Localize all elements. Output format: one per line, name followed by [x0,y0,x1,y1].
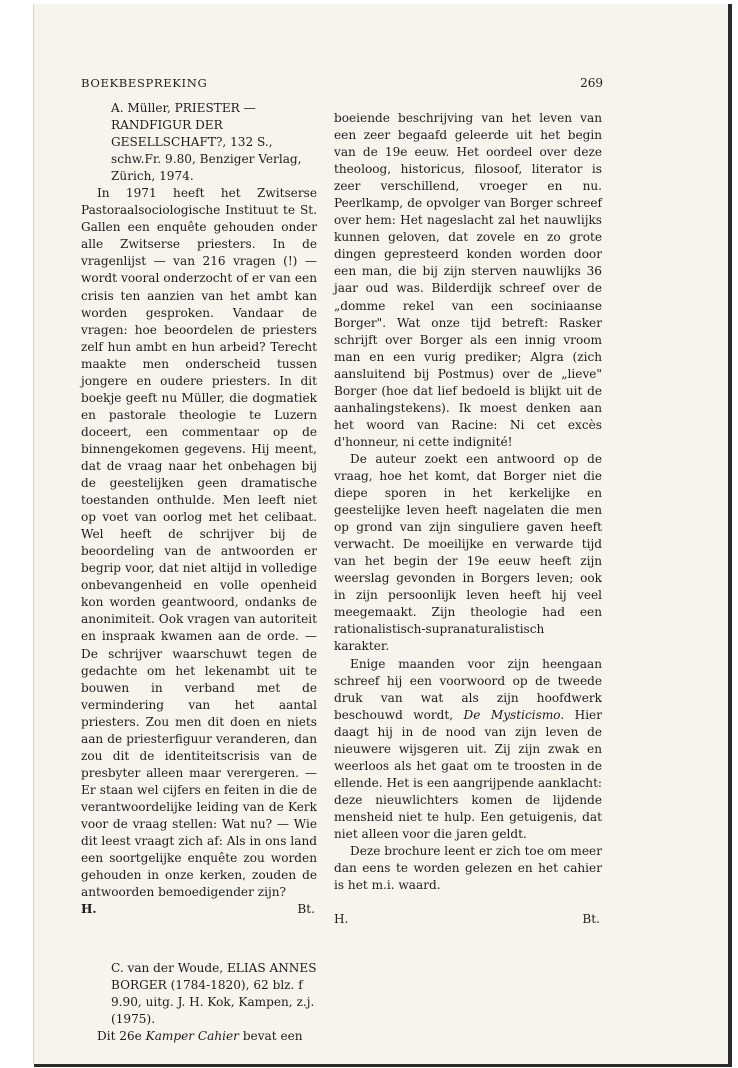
review-2-signature-initial: H. [334,912,349,927]
review-2-series-title: Kamper Cahier [145,1029,239,1044]
review-2-paragraph-4: Deze brochure leent er zich toe om meer dan eens te worden gelezen en het cahier is het m.i. waard. [334,844,602,893]
review-2-intro [81,1028,317,1045]
page-shadow-bottom [34,1064,732,1067]
review-2-work-title: De Mysticismo. [463,707,565,722]
page-edge [33,4,34,1064]
review-1-book-reference: A. Müller, PRIESTER — RANDFIGUR DER GESELLSCHAFT?, 132 S., schw.Fr. 9.80, Benziger Verlag, Zürich, 1974. [111,101,302,184]
review-2-intro-text-end: bevat een [238,1029,303,1044]
review-2-paragraph-3-text-end: Hier daagt hij in de nood van zijn leven de nieuwere wijsgeren uit. Zij zijn zwak en weerloos als het gaat om te troosten in de ellende. Het is een aangrijpende aanklacht: deze nieuwlichters komen de lijdende mensheid niet te hulp. Een getuigenis, dat niet alleen voor die jaren geldt. [334,707,602,841]
page-shadow-right [728,4,732,1064]
left-column [81,100,317,1045]
review-2-intro-text: Dit 26e [97,1029,146,1044]
page-number: 269 [580,76,603,90]
running-head: BOEKBESPREKING [81,76,208,90]
right-column [334,110,602,928]
review-2-paragraph-3 [334,656,602,844]
review-2-signature [334,911,602,928]
review-1-body: In 1971 heeft het Zwitserse Pastoraalsociologische Instituut te St. Gallen een enquête gehouden onder alle Zwitserse priesters. In de vragenlijst — van 216 vragen (!) — wordt vooral onderzocht of er van een crisis ten aanzien van het ambt kan worden gesproken. Vandaar de vragen: hoe beoordelen de priesters zelf hun ambt en hun arbeid? Terecht maakte men onderscheid tussen jongere en oudere priesters. In dit boekje geeft nu Müller, die dogmatiek en pastorale theologie te Luzern doceert, een commentaar op de binnengekomen gegevens. Hij meent, dat de vraag naar het onbehagen bij de geestelijken geen dramatische toestanden onthulde. Men leeft niet op voet van oorlog met het celibaat. Wel heeft de schrijver bij de beoordeling van de antwoorden er begrip voor, dat niet altijd in volledige onbevangenheid en volle openheid kon worden geantwoord, ondanks de anonimiteit. Ook vragen van autoriteit en inspraak kwamen aan de orde. — De schrijver waarschuwt tegen de gedachte om het lekenambt uit te bouwen in verband met de vermindering van het aantal priesters. Zou men dit doen en niets aan de priesterfiguur veranderen, dan zou dit de identiteitscrisis van de presbyter alleen maar verergeren. — Er staan wel cijfers en feiten in die de verantwoordelijke leiding van de Kerk voor de vraag stellen: Wat nu? — Wie dit leest vraagt zich af: Als in ons land een soortgelijke enquête zou worden gehouden in onze kerken, zouden de antwoorden bemoedigender zijn? [81,186,317,900]
review-2-paragraph-3-text: Enige maanden voor zijn heengaan schreef hij een voorwoord op de tweede druk van wat als zijn hoofdwerk beschouwd wordt, [334,656,602,722]
review-1-signature [81,901,317,918]
review-2-paragraph-2: De auteur zoekt een antwoord op de vraag, hoe het komt, dat Borger niet die diepe sporen in het kerkelijke en geestelijke leven heeft nagelaten die men op grond van zijn singuliere gaven heeft verwacht. De moeilijke en verwarde tijd van het begin der 19e eeuw heeft zijn weerslag gevonden in Borgers leven; ook in zijn persoonlijk leven heeft hij veel meegemaakt. Zijn theologie had een rationalistisch-supranaturalistisch karakter. [334,451,602,654]
review-2-book-reference: C. van der Woude, ELIAS ANNES BORGER (1784-1820), 62 blz. f 9.90, uitg. J. H. Kok, Kampen, z.j. (1975). [111,961,317,1027]
review-2-paragraph-1: boeiende beschrijving van het leven van een zeer begaafd geleerde uit het begin van de 19e eeuw. Het oordeel over deze theoloog, historicus, filosoof, literator is zeer verschillend, vroeger en nu. Peerlkamp, de opvolger van Borger schreef over hem: Het nageslacht zal het nauwlijks kunnen geloven, dat zovele en zo grote dingen gepresteerd konden worden door een man, die bij zijn sterven nauwlijks 36 jaar oud was. Bilderdijk schreef over de „domme rekel van een sociniaanse Borger". Wat onze tijd betreft: Rasker schrijft over Borger als een innig vroom man en een vurig prediker; Algra (zich aansluitend bij Postmus) over de „lieve" Borger (hoe dat lief bedoeld is blijkt uit de aanhalingstekens). Ik moest denken aan het woord van Racine: Ni cet excès d'honneur, ni cette indignité! [334,111,602,449]
review-2-signature-code: Bt. [582,912,600,927]
review-1-signature-code: Bt. [297,902,315,917]
review-1-signature-initial: H. [81,902,97,917]
